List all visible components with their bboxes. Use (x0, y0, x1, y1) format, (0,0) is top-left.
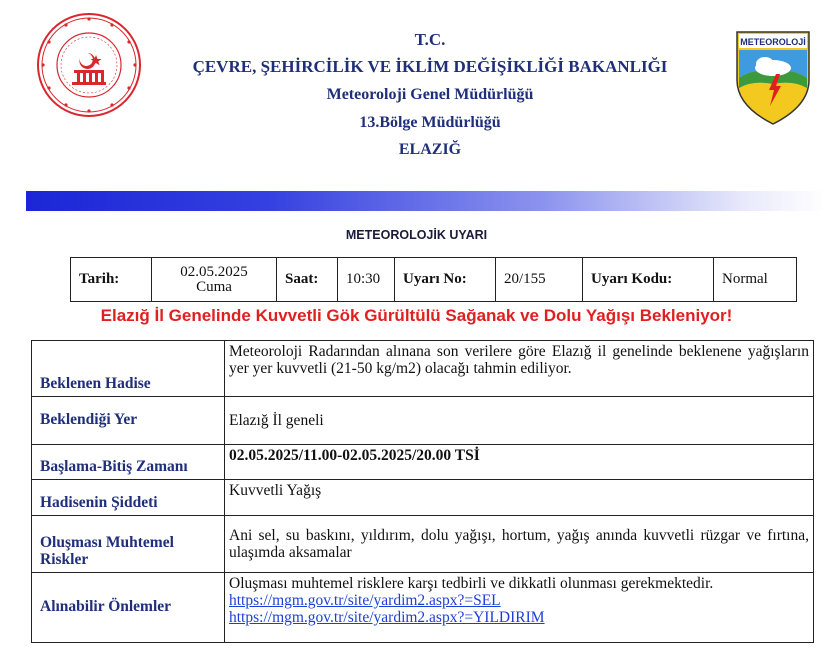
header-city: ELAZIĞ (398, 141, 462, 158)
date-label: Tarih: (71, 258, 152, 302)
time-label: Saat: (277, 258, 338, 302)
row-value: Meteoroloji Radarından alınana son verilere göre Elazığ il genelinde beklenene yağışların yer yer kuvvetli (21-50 kg/m2) olacağı tahmin ediliyor. (225, 341, 814, 397)
date-cell (152, 258, 277, 302)
header-ministry: ÇEVRE, ŞEHİRCİLİK VE İKLİM DEĞİŞİKLİĞİ BAKANLIĞI (192, 57, 668, 76)
row-label: Oluşması Muhtemel Riskler (32, 516, 225, 573)
row-value: Kuvvetli Yağış (225, 480, 814, 516)
row-label: Beklendiği Yer (32, 397, 225, 445)
warning-detail-table (31, 340, 814, 643)
time-value: 10:30 (338, 258, 395, 302)
row-label: Hadisenin Şiddeti (32, 480, 225, 516)
warning-info-table (70, 257, 797, 302)
table-row (32, 341, 814, 397)
row-label: Alınabilir Önlemler (32, 573, 225, 643)
table-row (32, 480, 814, 516)
gradient-divider (26, 191, 826, 211)
row-value-cell (225, 573, 814, 643)
row-value: Elazığ İl geneli (225, 397, 814, 445)
table-row (32, 516, 814, 573)
table-row (32, 573, 814, 643)
date-value: 02.05.2025 (180, 263, 248, 280)
row-value: Oluşması muhtemel risklere karşı tedbirli ve dikkatli olunması gerekmektedir. (229, 575, 714, 592)
table-row (32, 397, 814, 445)
warning-no-value: 20/155 (496, 258, 583, 302)
row-label: Başlama-Bitiş Zamanı (32, 445, 225, 480)
row-label: Beklenen Hadise (32, 341, 225, 397)
day-value: Cuma (196, 278, 232, 295)
header-region: 13.Bölge Müdürlüğü (359, 114, 501, 131)
header-tc: T.C. (414, 30, 446, 49)
meteoroloji-shield-logo (733, 28, 813, 126)
yildirim-help-link[interactable]: https://mgm.gov.tr/site/yardim2.aspx?=YILDIRIM (229, 609, 545, 626)
ministry-seal-logo (36, 12, 142, 118)
sel-help-link[interactable]: https://mgm.gov.tr/site/yardim2.aspx?=SEL (229, 592, 501, 609)
row-value: 02.05.2025/11.00-02.05.2025/20.00 TSİ (225, 445, 814, 480)
headline: Elazığ İl Genelinde Kuvvetli Gök Gürültülü Sağanak ve Dolu Yağışı Bekleniyor! (100, 306, 733, 325)
header-directorate: Meteoroloji Genel Müdürlüğü (326, 86, 534, 103)
table-row (32, 445, 814, 480)
warning-title: METEOROLOJİK UYARI (345, 228, 488, 242)
row-value: Ani sel, su baskını, yıldırım, dolu yağışı, hortum, yağış anında kuvvetli rüzgar ve fırtına, ulaşımda aksamalar (225, 516, 814, 573)
warning-no-label: Uyarı No: (395, 258, 496, 302)
svg-text:METEOROLOJİ: METEOROLOJİ (740, 37, 806, 47)
warning-code-label: Uyarı Kodu: (583, 258, 714, 302)
warning-code-value: Normal (714, 258, 797, 302)
